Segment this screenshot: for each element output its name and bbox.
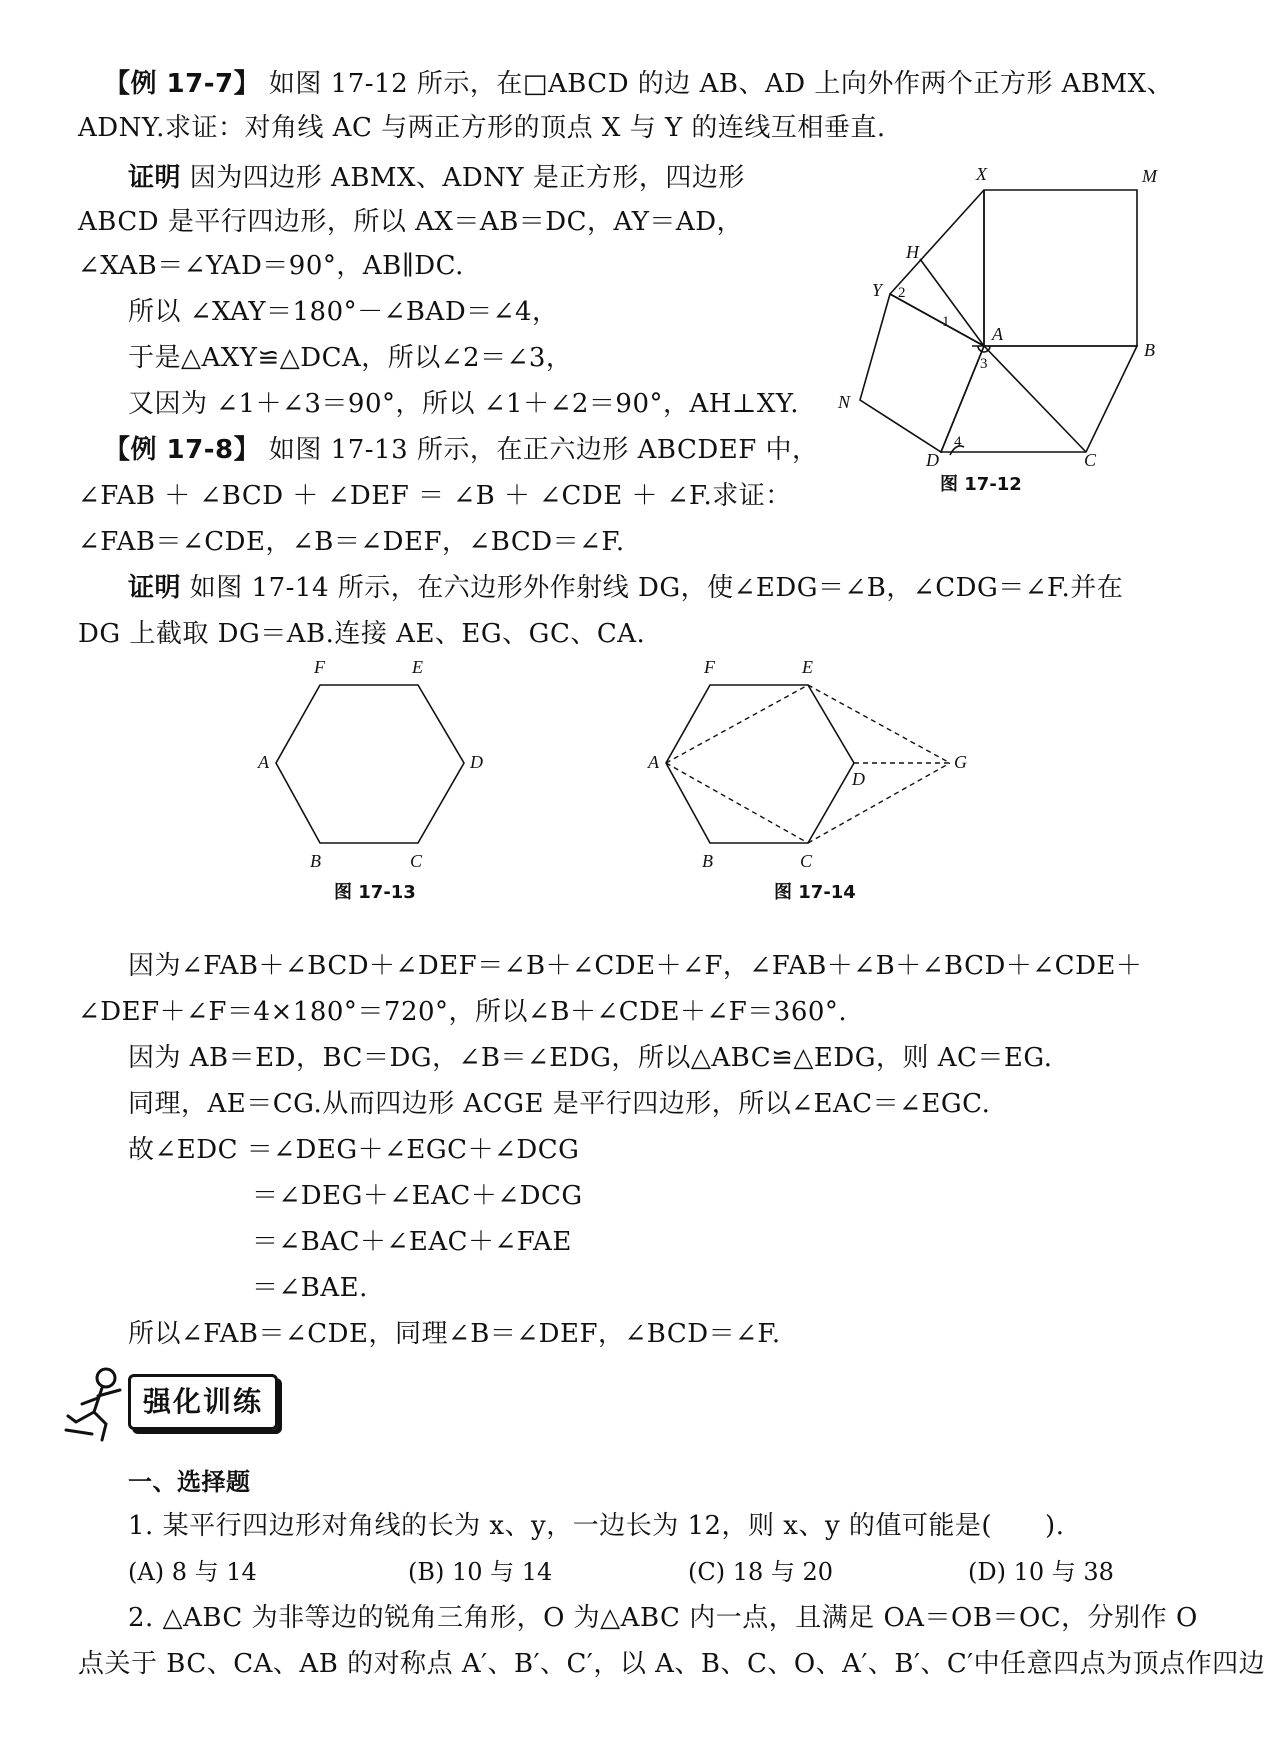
proof-text: 如图 17-14 所示，在六边形外作射线 DG，使∠EDG＝∠B，∠CDG＝∠F.并在 [181,573,1124,603]
example-text: 如图 17-12 所示，在□ABCD 的边 AB、AD 上向外作两个正方形 ABMX、 [260,69,1174,99]
proof-8-line3: 因为∠FAB＋∠BCD＋∠DEF＝∠B＋∠CDE＋∠F，∠FAB＋∠B＋∠BCD＋∠CDE＋ [128,951,1143,981]
hexagon-abcdef [276,685,464,843]
proof-7-line4: 所以 ∠XAY＝180°－∠BAD＝∠4， [128,297,559,327]
q1-option-d: (D) 10 与 38 [968,1558,1114,1586]
square-abmx-right [984,190,1137,346]
square-adny [860,294,984,452]
example-tag: 【例 17-7】 [104,69,261,99]
section-title-badge: 强化训练 [128,1374,278,1430]
label-x: X [976,164,987,184]
proof-7-line5: 于是△AXY≌△DCA，所以∠2＝∠3， [128,343,573,373]
question-1: 1. 某平行四边形对角线的长为 x、y，一边长为 12，则 x、y 的值可能是( ). [128,1511,1065,1541]
label-c: C [1084,450,1097,470]
proof-8-line10: ＝∠BAE. [252,1273,368,1303]
proof-8-line2: DG 上截取 DG＝AB.连接 AE、EG、GC、CA. [78,619,646,649]
caption-17-12: 图 17-12 [940,474,1022,495]
label-n: N [838,392,851,412]
proof-7-line2: ABCD 是平行四边形，所以 AX＝AB＝DC，AY＝AD， [78,207,744,237]
proof-8-line5: 因为 AB＝ED，BC＝DG，∠B＝∠EDG，所以△ABC≌△EDG，则 AC＝EG. [128,1043,1053,1073]
figure-17-14 [640,655,970,875]
example-17-8-line3: ∠FAB＝∠CDE，∠B＝∠DEF，∠BCD＝∠F. [78,527,625,557]
label-f: F [704,657,715,677]
hexagon-abcdef [666,685,854,843]
proof-8-line9: ＝∠BAC＋∠EAC＋∠FAE [252,1227,572,1257]
figure-17-13 [250,655,500,875]
label-g: G [954,752,967,772]
proof-8-line8: ＝∠DEG＋∠EAC＋∠DCG [252,1181,583,1211]
label-a: A [992,324,1003,344]
label-e: E [802,657,813,677]
label-d: D [926,450,939,470]
label-m: M [1142,166,1157,186]
proof-7-line1 [128,158,745,198]
proof-7-line6: 又因为 ∠1＋∠3＝90°，所以 ∠1＋∠2＝90°，AH⊥XY. [128,389,799,419]
q1-option-b: (B) 10 与 14 [408,1558,553,1586]
label-f: F [314,657,325,677]
example-17-7-line1 [104,64,1173,104]
proof-tag: 证明 [128,573,182,603]
proof-8-line4: ∠DEF＋∠F＝4×180°＝720°，所以∠B＋∠CDE＋∠F＝360°. [78,997,848,1027]
label-c: C [410,851,423,871]
proof-tag: 证明 [128,163,182,193]
angle-1: 1 [942,314,950,330]
parallelogram-abcd [941,346,1137,452]
label-a: A [258,752,269,772]
example-17-8-line1 [104,430,819,470]
angle-3: 3 [980,356,988,372]
proof-text: 因为四边形 ABMX、ADNY 是正方形，四边形 [181,163,745,193]
question-2-line1: 2. △ABC 为非等边的锐角三角形，O 为△ABC 内一点，且满足 OA＝OB＝OC，分别作 O [128,1603,1198,1633]
label-e: E [412,657,423,677]
part-heading: 一、选择题 [128,1468,251,1496]
label-b: B [310,851,321,871]
caption-17-14: 图 17-14 [774,882,856,903]
label-a: A [648,752,659,772]
proof-8-line11: 所以∠FAB＝∠CDE，同理∠B＝∠DEF，∠BCD＝∠F. [128,1319,781,1349]
question-2-line2: 点关于 BC、CA、AB 的对称点 A′、B′、C′，以 A、B、C、O、A′、B′、C′中任意四点为顶点作四边 [78,1649,1266,1679]
example-text: 如图 17-13 所示，在正六边形 ABCDEF 中， [260,435,819,465]
proof-8-line1 [128,568,1123,608]
label-d: D [852,769,865,789]
example-17-7-line2: ADNY.求证：对角线 AC 与两正方形的顶点 X 与 Y 的连线互相垂直. [78,113,886,143]
label-b: B [1144,340,1155,360]
proof-8-line7: 故∠EDC ＝∠DEG＋∠EGC＋∠DCG [128,1135,580,1165]
label-d: D [470,752,483,772]
label-h: H [906,242,919,262]
label-c: C [800,851,813,871]
example-tag: 【例 17-8】 [104,435,261,465]
q1-option-a: (A) 8 与 14 [128,1558,257,1586]
proof-8-line6: 同理，AE＝CG.从而四边形 ACGE 是平行四边形，所以∠EAC＝∠EGC. [128,1089,991,1119]
label-b: B [702,851,713,871]
figure-17-12 [800,160,1180,500]
example-17-8-line2: ∠FAB ＋ ∠BCD ＋ ∠DEF ＝ ∠B ＋ ∠CDE ＋ ∠F.求证： [78,481,792,511]
q1-option-c: (C) 18 与 20 [688,1558,834,1586]
proof-7-line3: ∠XAB＝∠YAD＝90°，AB∥DC. [78,251,464,281]
angle-4: 4 [954,434,962,450]
label-y: Y [872,280,883,300]
angle-2: 2 [898,285,906,301]
running-figure-icon [62,1364,134,1444]
caption-17-13: 图 17-13 [334,882,416,903]
